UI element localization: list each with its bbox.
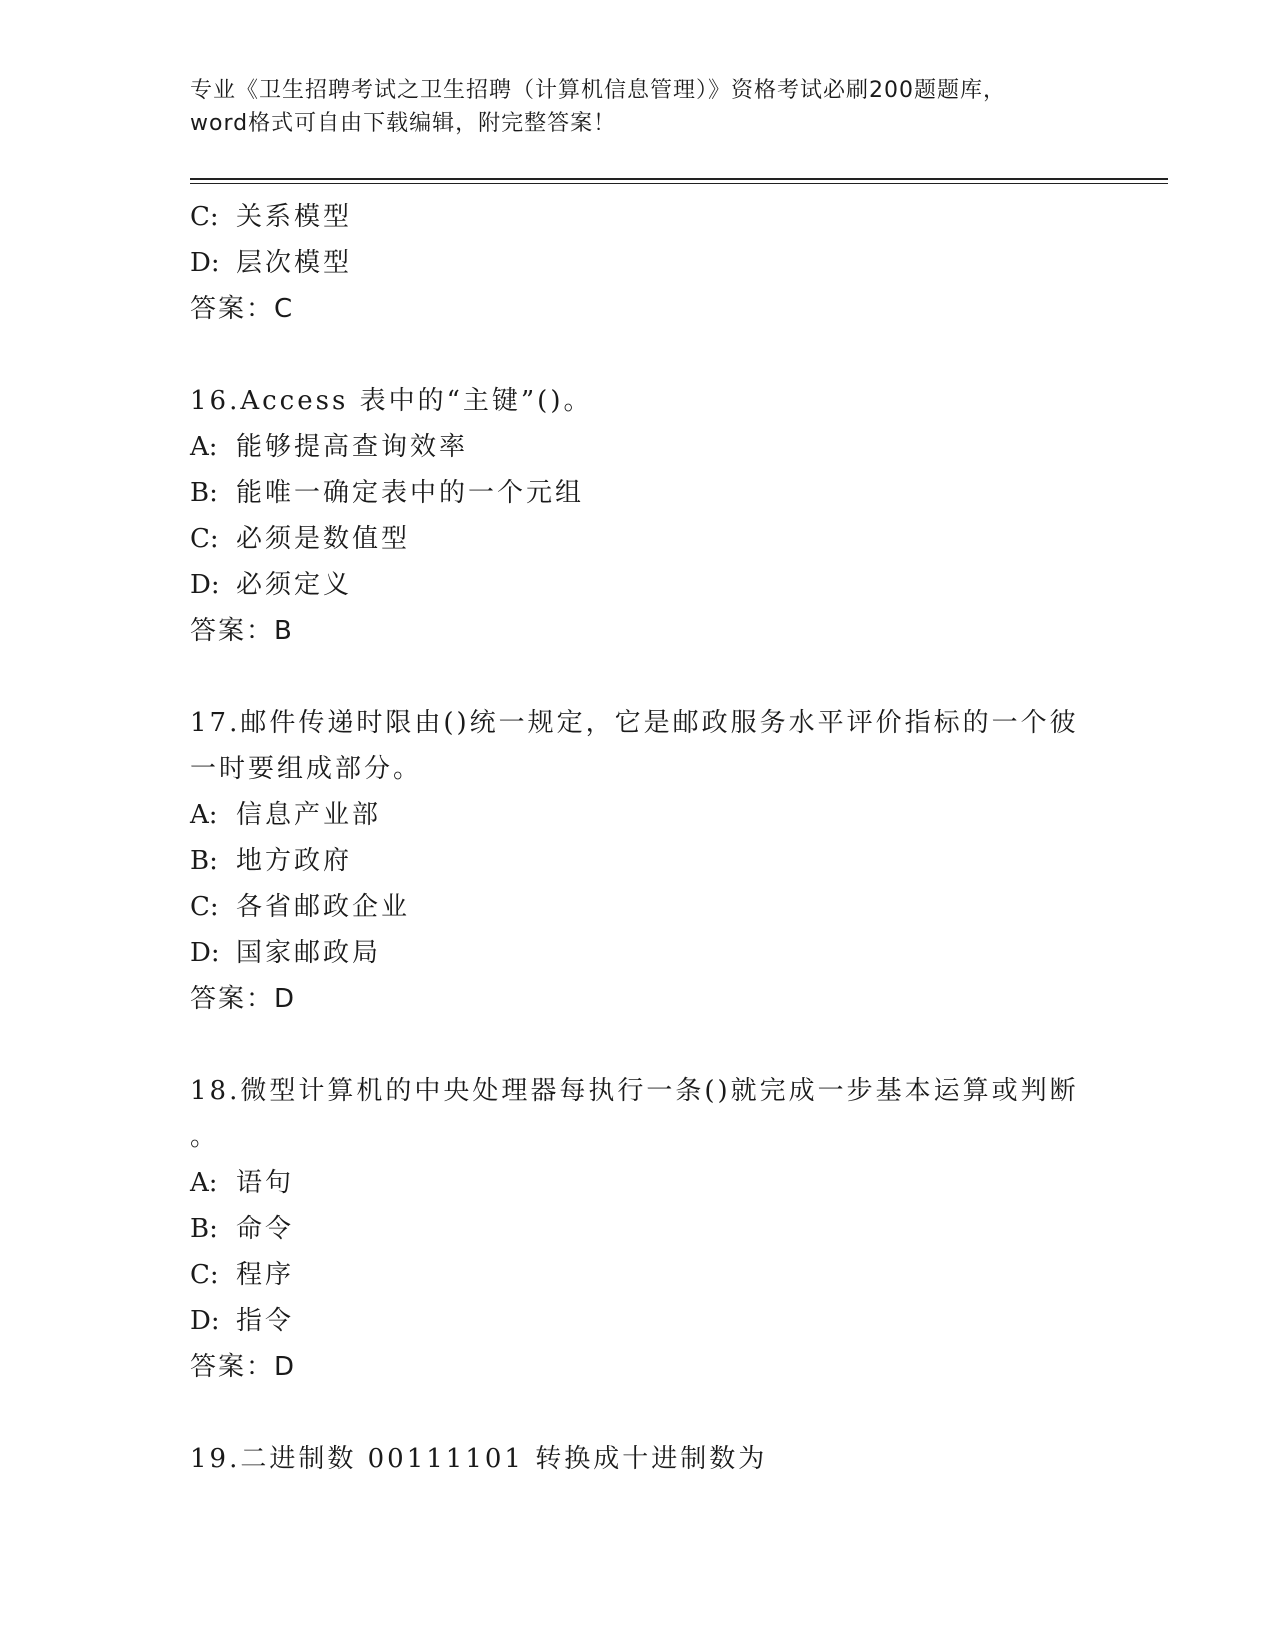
question-19 <box>190 1436 1090 1482</box>
option-text: 能唯一确定表中的一个元组 <box>236 478 585 508</box>
answer-line: 答案：C <box>190 294 295 324</box>
option-text: 必须是数值型 <box>236 524 411 554</box>
option-text: 指令 <box>236 1306 295 1336</box>
option-line <box>190 1298 1090 1344</box>
answer-line: 答案：D <box>190 984 297 1014</box>
option-letter: C: <box>190 524 219 554</box>
option-text: 信息产业部 <box>236 800 382 830</box>
header-divider-thick <box>190 178 1168 180</box>
option-letter: B: <box>190 1214 218 1244</box>
option-letter: C: <box>190 202 219 232</box>
option-line <box>190 424 1090 470</box>
option-text: 层次模型 <box>236 248 353 278</box>
option-line <box>190 838 1090 884</box>
option-letter: A: <box>190 1168 218 1198</box>
option-text: 能够提高查询效率 <box>236 432 469 462</box>
header-line-1: 专业《卫生招聘考试之卫生招聘（计算机信息管理）》资格考试必刷200题题库， <box>190 78 1006 103</box>
option-letter: C: <box>190 1260 219 1290</box>
option-letter: A: <box>190 432 218 462</box>
option-line <box>190 1206 1090 1252</box>
header-divider-thin <box>190 183 1168 184</box>
option-letter: D: <box>190 938 220 968</box>
question-stem-continued: 一时要组成部分。 <box>190 754 423 784</box>
question-content <box>190 194 1090 1482</box>
question-17 <box>190 700 1090 1022</box>
option-text: 语句 <box>236 1168 295 1198</box>
option-text: 关系模型 <box>236 202 353 232</box>
option-letter: B: <box>190 478 218 508</box>
question-stem: 19.二进制数 00111101 转换成十进制数为 <box>190 1444 768 1474</box>
header-line-2: word格式可自由下载编辑，附完整答案！ <box>190 111 617 136</box>
option-text: 地方政府 <box>236 846 353 876</box>
option-text: 必须定义 <box>236 570 353 600</box>
option-letter: D: <box>190 248 220 278</box>
option-line <box>190 194 1090 240</box>
question-stem: 18.微型计算机的中央处理器每执行一条()就完成一步基本运算或判断 <box>190 1076 1079 1106</box>
option-text: 国家邮政局 <box>236 938 382 968</box>
option-text: 各省邮政企业 <box>236 892 411 922</box>
answer-line: 答案：B <box>190 616 294 646</box>
document-header <box>190 74 1090 140</box>
option-line <box>190 1160 1090 1206</box>
option-letter: B: <box>190 846 218 876</box>
option-letter: D: <box>190 1306 220 1336</box>
option-letter: A: <box>190 800 218 830</box>
question-stem: 16.Access 表中的“主键”()。 <box>190 386 593 416</box>
question-stem-continued: 。 <box>190 1122 220 1152</box>
option-letter: C: <box>190 892 219 922</box>
option-text: 程序 <box>236 1260 295 1290</box>
option-text: 命令 <box>236 1214 295 1244</box>
question-stem: 17.邮件传递时限由()统一规定，它是邮政服务水平评价指标的一个彼 <box>190 708 1079 738</box>
question-16 <box>190 378 1090 654</box>
option-letter: D: <box>190 570 220 600</box>
option-line <box>190 240 1090 286</box>
option-line <box>190 792 1090 838</box>
option-line <box>190 1252 1090 1298</box>
option-line <box>190 470 1090 516</box>
option-line <box>190 516 1090 562</box>
option-line <box>190 884 1090 930</box>
option-line <box>190 930 1090 976</box>
question-18 <box>190 1068 1090 1390</box>
option-line <box>190 562 1090 608</box>
answer-line: 答案：D <box>190 1352 297 1382</box>
